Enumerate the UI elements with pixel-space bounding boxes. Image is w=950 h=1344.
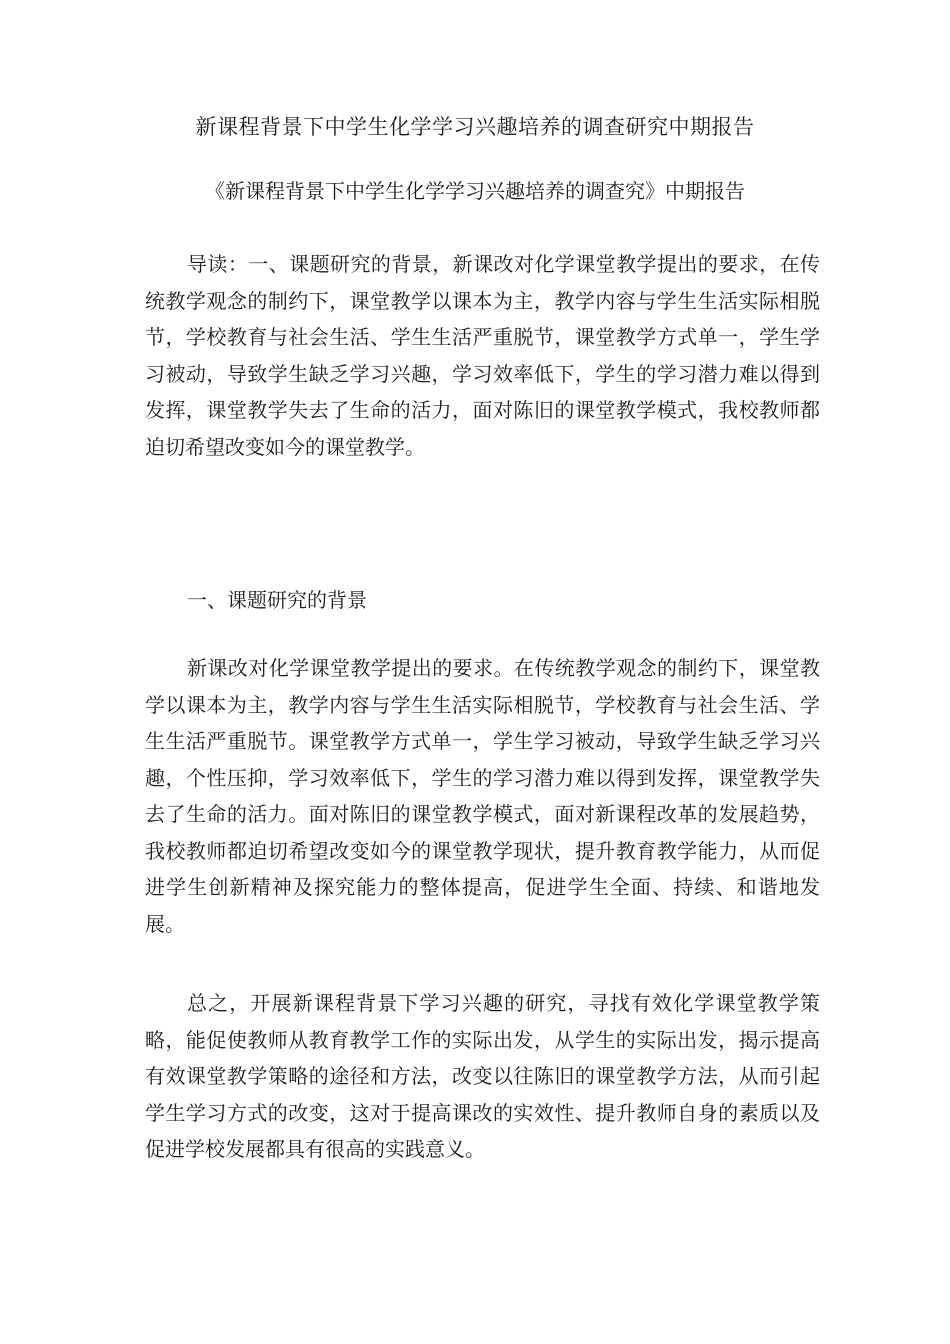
body-paragraph-1: 新课改对化学课堂教学提出的要求。在传统教学观念的制约下，课堂教学以课本为主，教学内容与学生生活实际相脱节，学校教育与社会生活、学生生活严重脱节。课堂教学方式单一，学生学习被动，导致学生缺乏学习兴趣，个性压抑，学习效率低下，学生的学习潜力难以得到发挥，课堂教学失去了生命的活力。面对陈旧的课堂教学模式，面对新课程改革的发展趋势，我校教师都迫切希望改变如今的课堂教学现状，提升教育教学能力，从而促进学生创新精神及探究能力的整体提高，促进学生全面、持续、和谐地发展。 <box>145 656 820 936</box>
body-paragraph-2: 总之，开展新课程背景下学习兴趣的研究，寻找有效化学课堂教学策略，能促使教师从教育教学工作的实际出发，从学生的实际出发，揭示提高有效课堂教学策略的途径和方法，改变以往陈旧的课堂教学方法，从而引起学生学习方式的改变，这对于提高课改的实效性、提升教师自身的素质以及促进学校发展都具有很高的实践意义。 <box>145 991 820 1161</box>
document-title: 新课程背景下中学生化学学习兴趣培养的调查研究中期报告 <box>195 115 755 139</box>
document-subtitle: 《新课程背景下中学生化学学习兴趣培养的调查究》中期报告 <box>205 179 745 203</box>
section-heading: 一、课题研究的背景 <box>187 588 367 612</box>
intro-paragraph: 导读：一、课题研究的背景，新课改对化学课堂教学提出的要求，在传统教学观念的制约下，课堂教学以课本为主，教学内容与学生生活实际相脱节，学校教育与社会生活、学生生活严重脱节，课堂教学方式单一，学生学习被动，导致学生缺乏学习兴趣，学习效率低下，学生的学习潜力难以得到发挥，课堂教学失去了生命的活力，面对陈旧的课堂教学模式，我校教师都迫切希望改变如今的课堂教学。 <box>145 252 820 459</box>
